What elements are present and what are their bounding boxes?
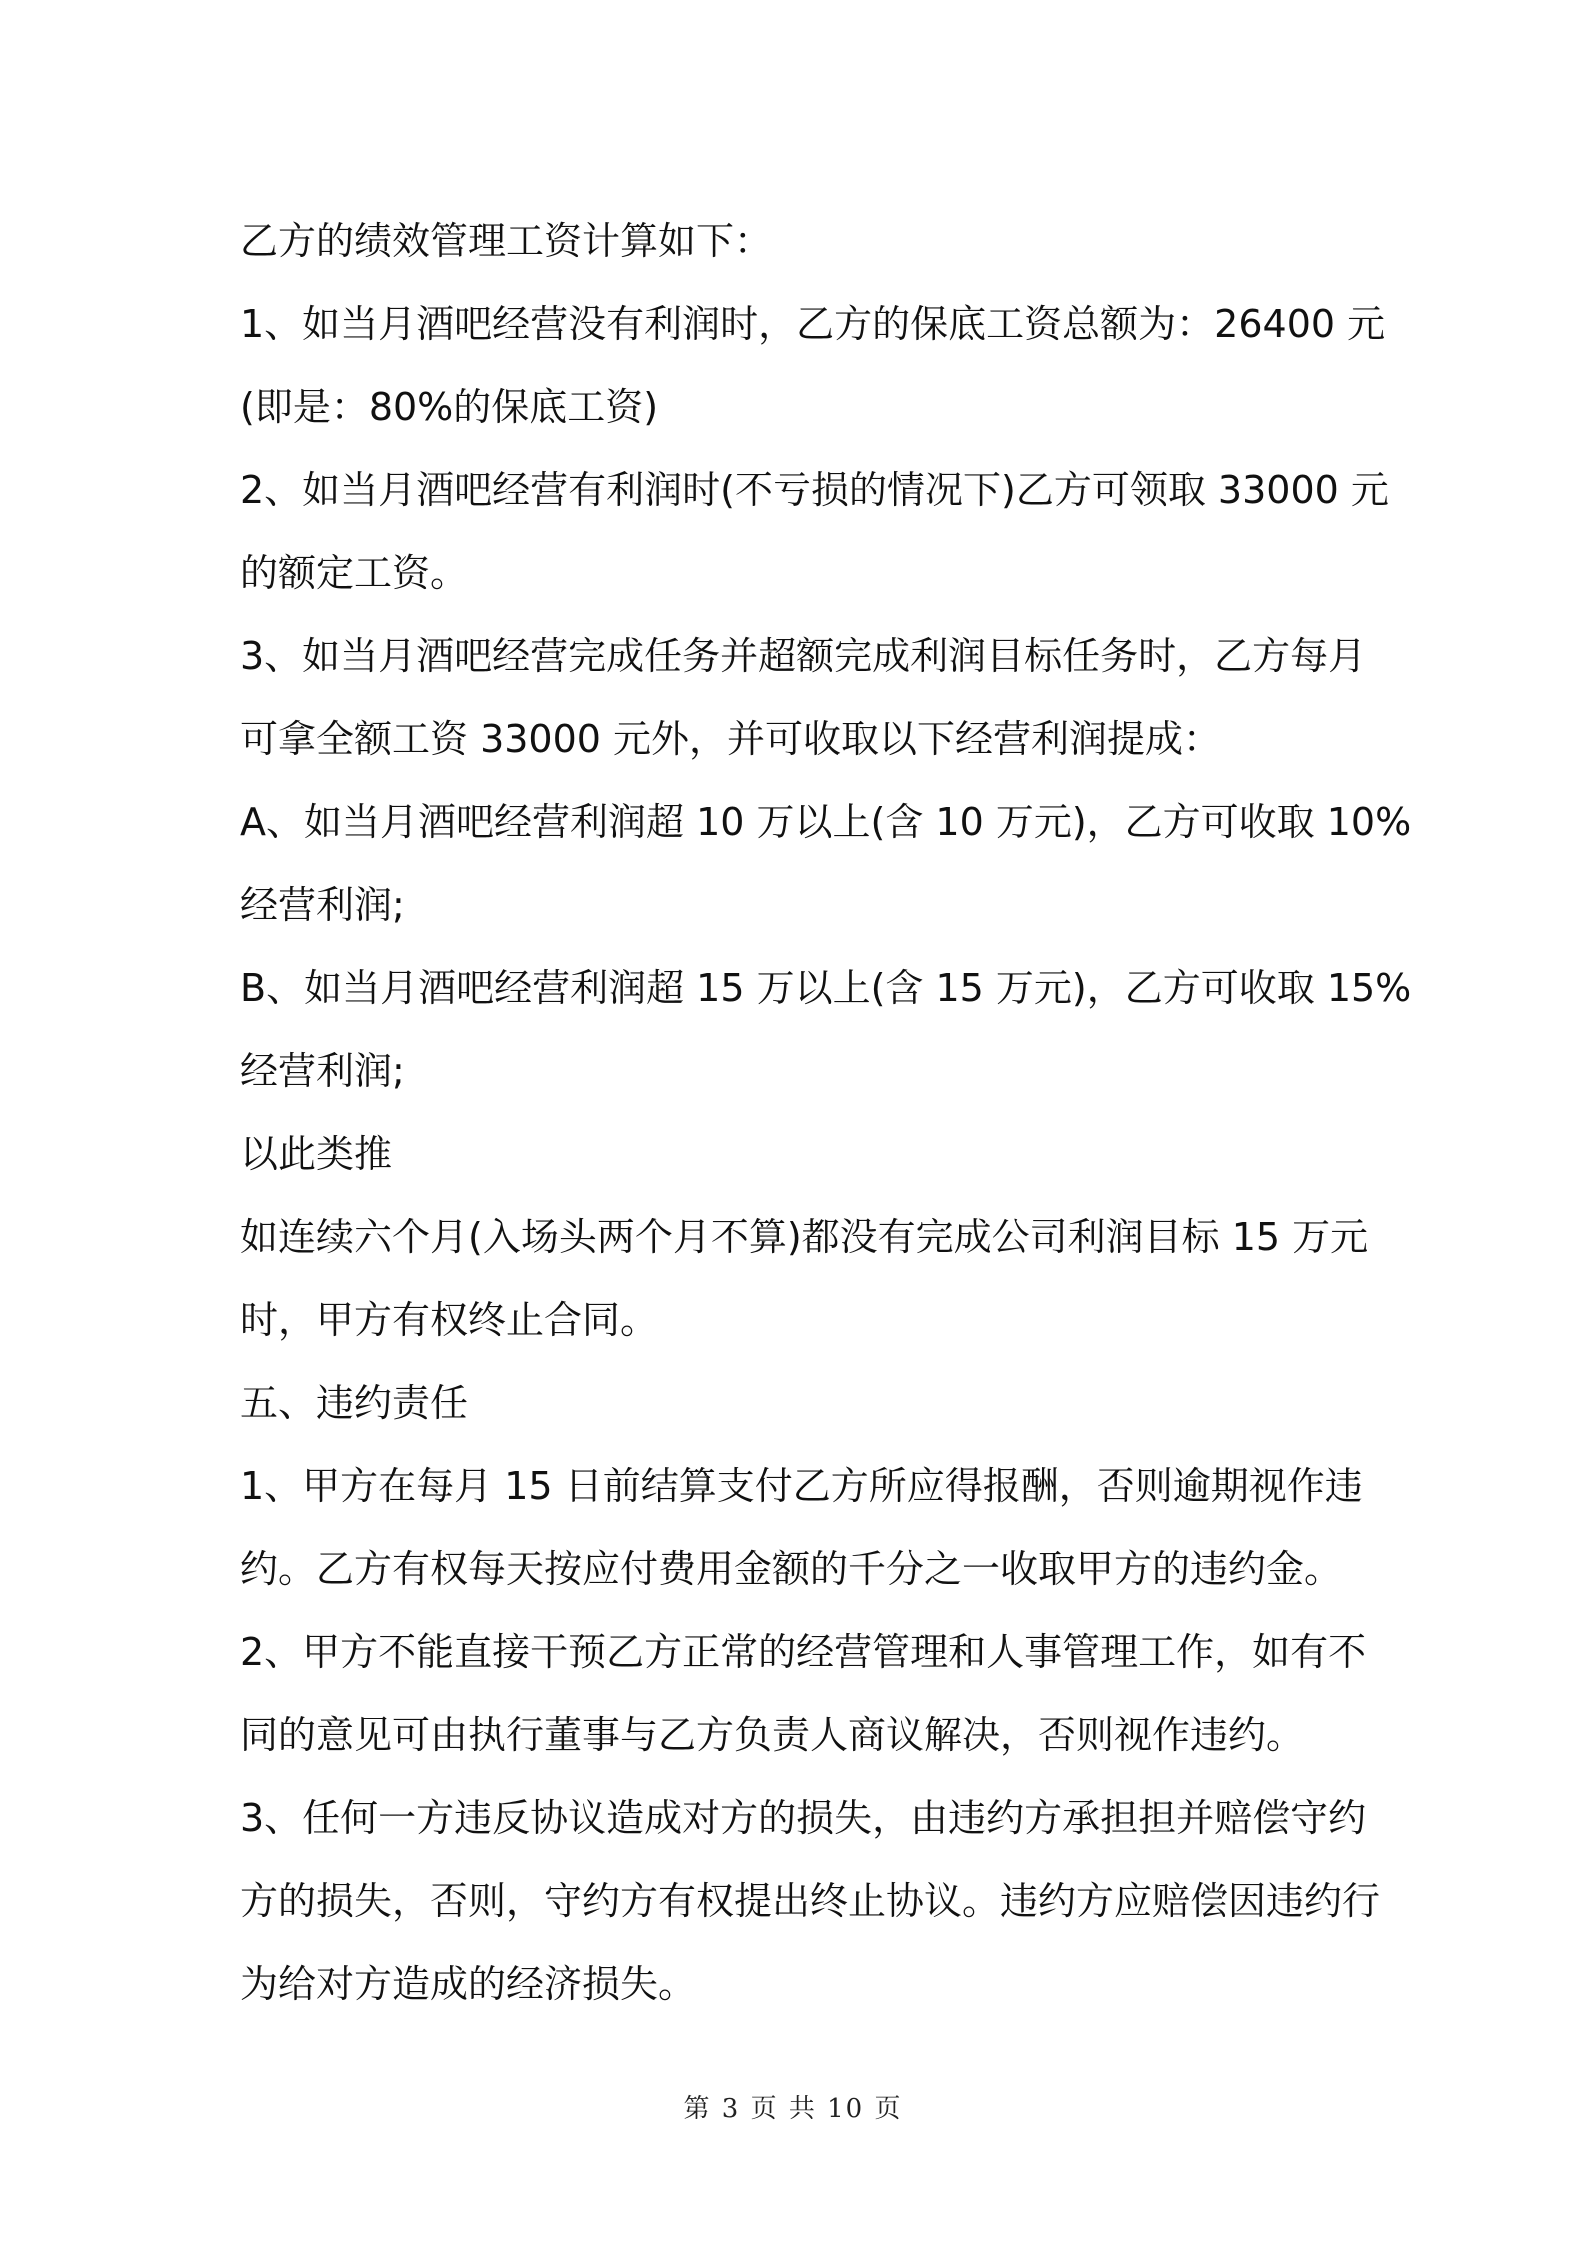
text-line: 乙方的绩效管理工资计算如下：: [240, 219, 773, 263]
text-line: 的额定工资。: [240, 551, 469, 595]
text-line: 约。乙方有权每天按应付费用金额的千分之一收取甲方的违约金。: [240, 1547, 1343, 1591]
text-line: 同的意见可由执行董事与乙方负责人商议解决，否则视作违约。: [240, 1713, 1305, 1757]
document-body: [240, 200, 1412, 2026]
text-line: 1、如当月酒吧经营没有利润时，乙方的保底工资总额为：26400 元: [240, 302, 1386, 346]
text-line: 3、如当月酒吧经营完成任务并超额完成利润目标任务时，乙方每月: [240, 634, 1367, 678]
text-line: (即是：80%的保底工资): [240, 385, 659, 429]
text-line: 可拿全额工资 33000 元外，并可收取以下经营利润提成：: [240, 717, 1222, 761]
text-line: 2、如当月酒吧经营有利润时(不亏损的情况下)乙方可领取 33000 元: [240, 468, 1389, 512]
text-line: B、如当月酒吧经营利润超 15 万以上(含 15 万元)，乙方可收取 15%: [240, 966, 1412, 1010]
text-line: 经营利润;: [240, 883, 405, 927]
text-line: 为给对方造成的经济损失。: [240, 1962, 697, 2006]
text-line: 以此类推: [240, 1132, 393, 1176]
text-line: 经营利润;: [240, 1049, 405, 1093]
text-line: 2、甲方不能直接干预乙方正常的经营管理和人事管理工作，如有不: [240, 1630, 1367, 1674]
text-line: A、如当月酒吧经营利润超 10 万以上(含 10 万元)，乙方可收取 10%: [240, 800, 1412, 844]
text-line: 1、甲方在每月 15 日前结算支付乙方所应得报酬，否则逾期视作违: [240, 1464, 1363, 1508]
page-number-footer: 第 3 页 共 10 页: [683, 2094, 903, 2124]
text-line: 方的损失，否则，守约方有权提出终止协议。违约方应赔偿因违约行: [240, 1879, 1381, 1923]
text-line: 如连续六个月(入场头两个月不算)都没有完成公司利润目标 15 万元: [240, 1215, 1369, 1259]
text-line: 3、任何一方违反协议造成对方的损失，由违约方承担担并赔偿守约: [240, 1796, 1367, 1840]
section-heading: 五、违约责任: [240, 1381, 469, 1425]
text-line: 时，甲方有权终止合同。: [240, 1298, 659, 1342]
